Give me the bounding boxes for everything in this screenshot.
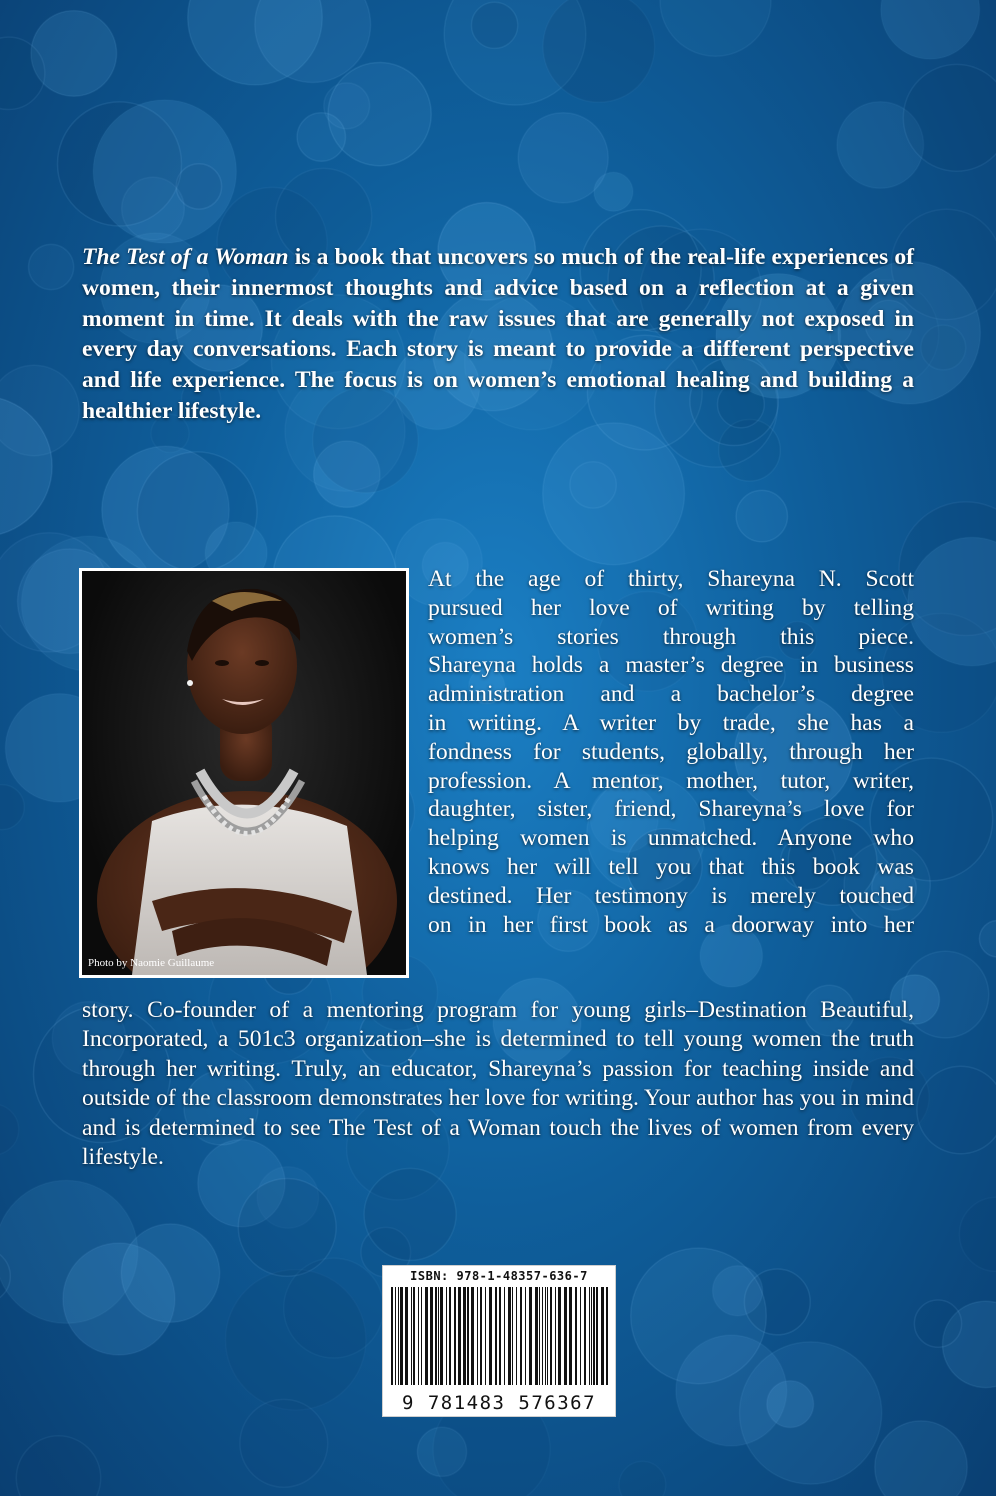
barcode-bar	[504, 1287, 505, 1385]
book-blurb	[82, 242, 914, 427]
barcode-bar	[584, 1287, 586, 1385]
bio-line: Shareyna holds a master’s degree in business	[428, 652, 914, 679]
barcode-bar	[580, 1287, 581, 1385]
barcode-bar	[398, 1287, 399, 1385]
barcode-bar	[435, 1287, 437, 1385]
bokeh-circle	[121, 1224, 219, 1322]
barcode-bar	[555, 1287, 556, 1385]
barcode-bar	[440, 1287, 443, 1385]
barcode-bar	[454, 1287, 456, 1385]
author-portrait-illustration	[82, 571, 406, 975]
barcode-bar	[458, 1287, 461, 1385]
barcode-bar	[405, 1287, 408, 1385]
blurb-text: is a book that uncovers so much of the real-life experiences of women, their innermost thoughts and advice based on a reflection at a given moment in time. It deals with the raw issues that are generally not exposed in every day conversations. Each story is meant to provide a different perspective and life experience. The focus is on women’s emotional healing and building a healthier lifestyle.	[82, 244, 915, 424]
bokeh-circle	[594, 172, 633, 211]
barcode-bar	[606, 1287, 608, 1385]
bio-line: profession. A mentor, mother, tutor, writer,	[428, 767, 914, 794]
bokeh-circle	[28, 244, 73, 289]
barcode-bar	[529, 1287, 532, 1385]
bokeh-circle	[736, 490, 787, 541]
barcode-bar	[512, 1287, 513, 1385]
bio-line: At the age of thirty, Shareyna N. Scott	[428, 566, 914, 592]
barcode-bar	[558, 1287, 561, 1385]
barcode-bar	[601, 1287, 604, 1385]
bokeh-circle	[881, 0, 980, 59]
barcode-bar	[525, 1287, 526, 1385]
barcode-bar	[589, 1287, 590, 1385]
bokeh-circle	[16, 1436, 100, 1496]
barcode-bar	[467, 1287, 469, 1385]
bokeh-circle	[570, 462, 616, 508]
bokeh-circle	[240, 1399, 328, 1487]
barcode-bar	[520, 1287, 522, 1385]
bokeh-circle	[364, 1168, 456, 1260]
book-title-italic: The Test of a Woman	[82, 244, 289, 270]
barcode-bar	[596, 1287, 598, 1385]
barcode-bar	[516, 1287, 517, 1385]
barcode-bar	[569, 1287, 572, 1385]
barcode-bar	[564, 1287, 567, 1385]
barcode-bar	[485, 1287, 486, 1385]
bokeh-circle	[543, 0, 655, 102]
barcode-bar	[400, 1287, 403, 1385]
isbn-label: ISBN: 978-1-48357-636-7	[410, 1269, 588, 1283]
author-bio-continuation: story. Co-founder of a mentoring program for young girls–Destination Beautiful, Incorporated, a 501c3 organization–she is determined to tell young women the truth through her writing. Truly, an educator, Shareyna’s passion for teaching inside and outside of the classroom demonstrates her love for writing. Your author has you in mind and is determined to see The Test of a Woman touch the lives of women from every lifestyle.	[82, 997, 914, 1171]
bokeh-circle	[914, 1300, 961, 1347]
barcode-bar	[438, 1287, 439, 1385]
barcode-bar	[477, 1287, 478, 1385]
photo-credit: Photo by Naomie Guillaume	[88, 957, 215, 969]
barcode-bar	[395, 1287, 396, 1385]
barcode-bar	[418, 1287, 419, 1385]
bokeh-circle	[875, 1421, 967, 1496]
bokeh-circle	[0, 785, 24, 830]
bokeh-circle	[959, 1197, 996, 1271]
barcode-bar	[421, 1287, 422, 1385]
barcode-bar	[508, 1287, 511, 1385]
bokeh-circle	[93, 100, 236, 243]
barcode-bar	[446, 1287, 447, 1385]
barcode-bar	[391, 1287, 393, 1385]
barcode-digits: 9 781483 576367	[401, 1392, 597, 1414]
bio-line: pursued her love of writing by telling	[428, 594, 914, 621]
bio-line: on in her first book as a doorway into her	[428, 911, 914, 938]
barcode-bar	[413, 1287, 415, 1385]
barcode-bar	[411, 1287, 412, 1385]
bio-line: daughter, sister, friend, Shareyna’s love for	[428, 796, 914, 823]
barcode-bar	[471, 1287, 474, 1385]
bokeh-circle	[472, 2, 518, 48]
barcode-bar	[463, 1287, 466, 1385]
bio-line: helping women is unmatched. Anyone who	[428, 825, 914, 852]
barcode-bar	[593, 1287, 595, 1385]
bokeh-circle	[917, 1066, 996, 1154]
barcode-bar	[430, 1287, 433, 1385]
bio-line: destined. Her testimony is merely touched	[428, 882, 914, 909]
bio-line: fondness for students, globally, through her	[428, 738, 914, 765]
barcode-bar	[547, 1287, 548, 1385]
barcode-bar	[545, 1287, 546, 1385]
bokeh-circle	[297, 113, 345, 161]
barcode-bar	[550, 1287, 552, 1385]
bokeh-circle	[284, 1258, 384, 1358]
barcode-bar	[591, 1287, 592, 1385]
barcode-bar	[480, 1287, 482, 1385]
bokeh-circle	[979, 921, 996, 957]
bio-line: in writing. A writer by trade, she has a	[428, 709, 914, 736]
barcode-bar	[542, 1287, 543, 1385]
bio-line: women’s stories through this piece.	[428, 623, 914, 650]
barcode-bar	[575, 1287, 577, 1385]
barcode-bar	[539, 1287, 540, 1385]
barcode-bars	[389, 1287, 611, 1387]
barcode-bar	[449, 1287, 451, 1385]
barcode-bar	[489, 1287, 492, 1385]
bokeh-circle	[0, 1104, 19, 1155]
isbn-barcode	[382, 1265, 616, 1417]
author-photo-image	[82, 571, 406, 975]
bokeh-circle	[660, 0, 771, 56]
barcode-bar	[535, 1287, 538, 1385]
barcode-bar	[499, 1287, 501, 1385]
bio-line: knows her will tell you that this book was	[428, 853, 914, 880]
bio-line: administration and a bachelor’s degree	[428, 681, 914, 708]
barcode-bar	[495, 1287, 497, 1385]
barcode-bar	[425, 1287, 428, 1385]
author-bio-beside-photo	[428, 565, 914, 939]
bokeh-circle	[619, 1461, 666, 1496]
author-photo	[79, 568, 409, 978]
bokeh-circle	[676, 1335, 787, 1446]
bokeh-circle	[902, 951, 989, 1038]
